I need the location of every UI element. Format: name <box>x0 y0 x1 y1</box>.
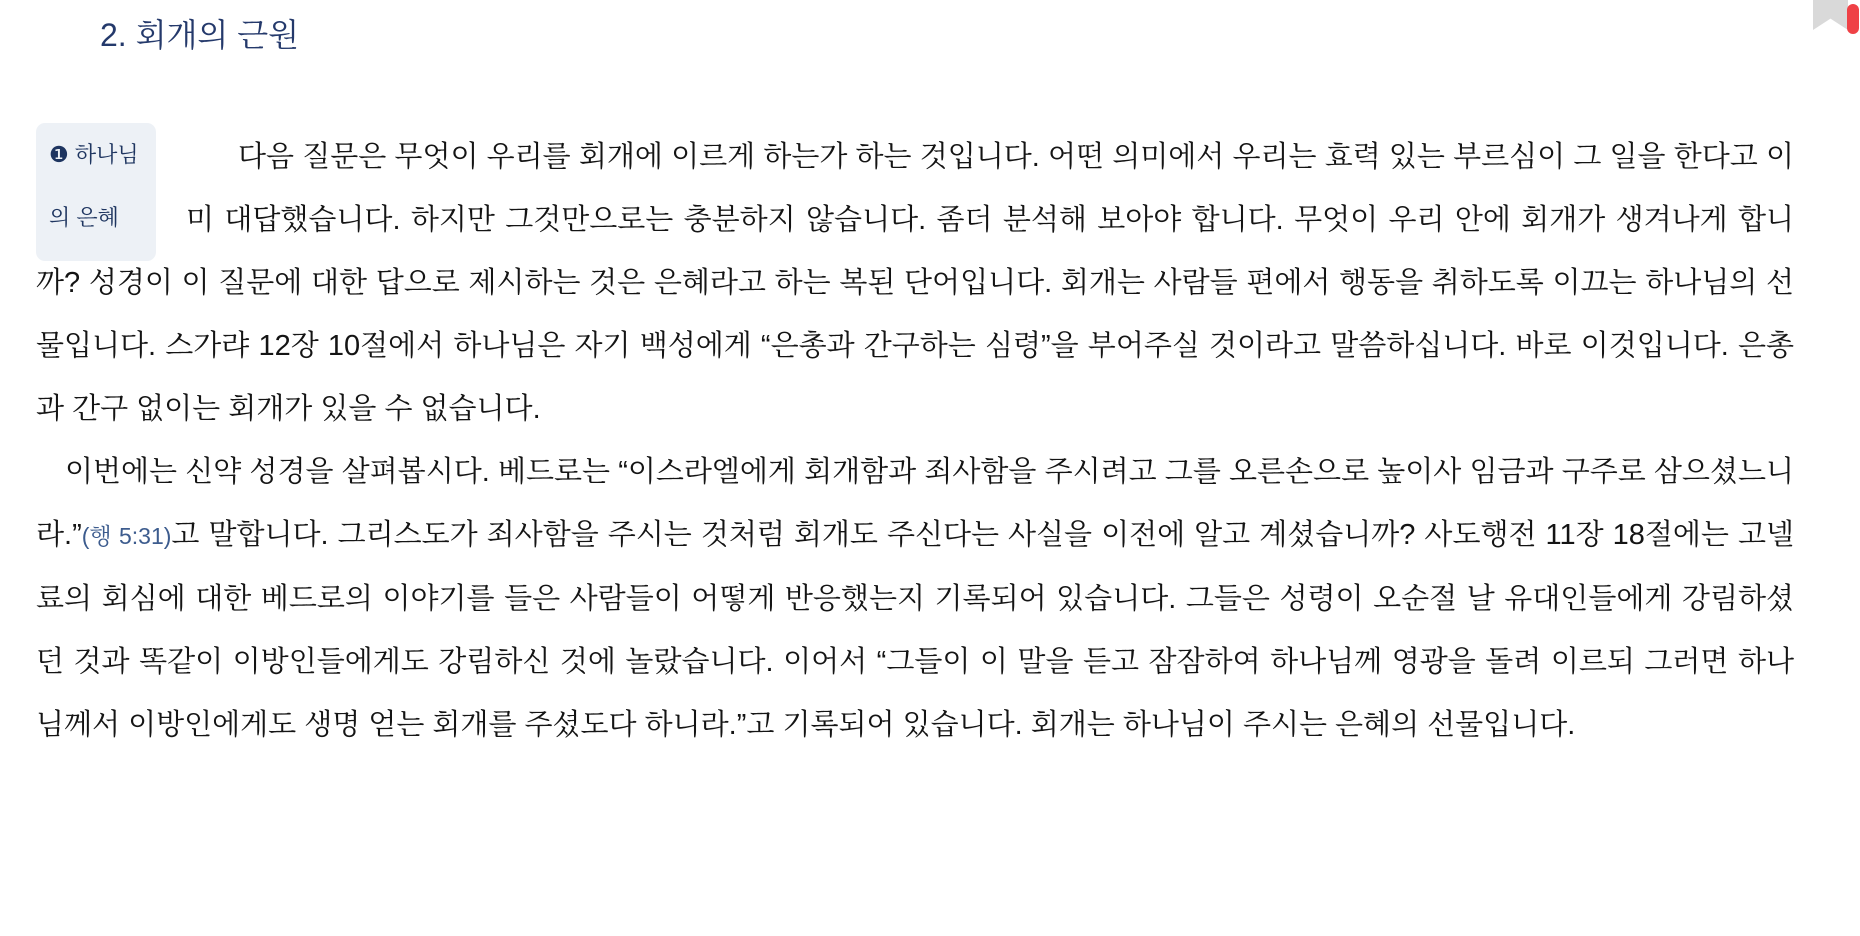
paragraph-2-text-after: 고 말합니다. 그리스도가 죄사함을 주시는 것처럼 회개도 주신다는 사실을 이전에 알고 계셨습니까? 사도행전 11장 18절에는 고넬료의 회심에 대한 베드로의 이야기를 들은 사람들이 어떻게 반응했는지 기록되어 있습니다. 그들은 성령이 오순절 날 유대인들에게 강림하셨던 것과 똑같이 이방인들에게도 강림하신 것에 놀랐습니다. 이어서 “그들이 이 말을 듣고 잠잠하여 하나님께 영광을 돌려 이르되 그러면 하나님께서 이방인에게도 생명 얻는 회개를 주셨도다 하니라.”고 기록되어 있습니다. 회개는 하나님이 주시는 은혜의 선물입니다. <box>36 519 1794 741</box>
sidenote-line-2: 의 은혜 <box>49 205 119 230</box>
paragraph-1 <box>36 126 1794 441</box>
scripture-reference[interactable]: (행 5:31) <box>81 523 172 549</box>
scrollbar-thumb[interactable] <box>1847 4 1859 34</box>
paragraph-2 <box>36 441 1794 757</box>
sidenote-box[interactable] <box>36 123 156 261</box>
body-text <box>36 126 1794 757</box>
sidenote-line-1: ❶ 하나님 <box>49 142 139 167</box>
sidenote-float <box>36 126 156 248</box>
paragraph-1-text: 다음 질문은 무엇이 우리를 회개에 이르게 하는가 하는 것입니다. 어떤 의미에서 우리는 효력 있는 부르심이 그 일을 한다고 이미 대답했습니다. 하지만 그것만으로는 충분하지 않습니다. 좀더 분석해 보아야 합니다. 무엇이 우리 안에 회개가 생겨나게 합니까? 성경이 이 질문에 대한 답으로 제시하는 것은 은혜라고 하는 복된 단어입니다. 회개는 사람들 편에서 행동을 취하도록 이끄는 하나님의 선물입니다. 스가랴 12장 10절에서 하나님은 자기 백성에게 “은총과 간구하는 심령”을 부어주실 것이라고 말씀하십니다. 바로 이것입니다. 은총과 간구 없이는 회개가 있을 수 없습니다. <box>36 141 1794 425</box>
paragraph-2-text-before: 이번에는 신약 성경을 살펴봅시다. 베드로는 “이스라엘에게 회개함과 죄사함을 주시려고 그를 오른손으로 높이사 임금과 구주로 삼으셨느니라.” <box>36 456 1794 551</box>
section-heading: 2. 회개의 근원 <box>100 17 300 53</box>
